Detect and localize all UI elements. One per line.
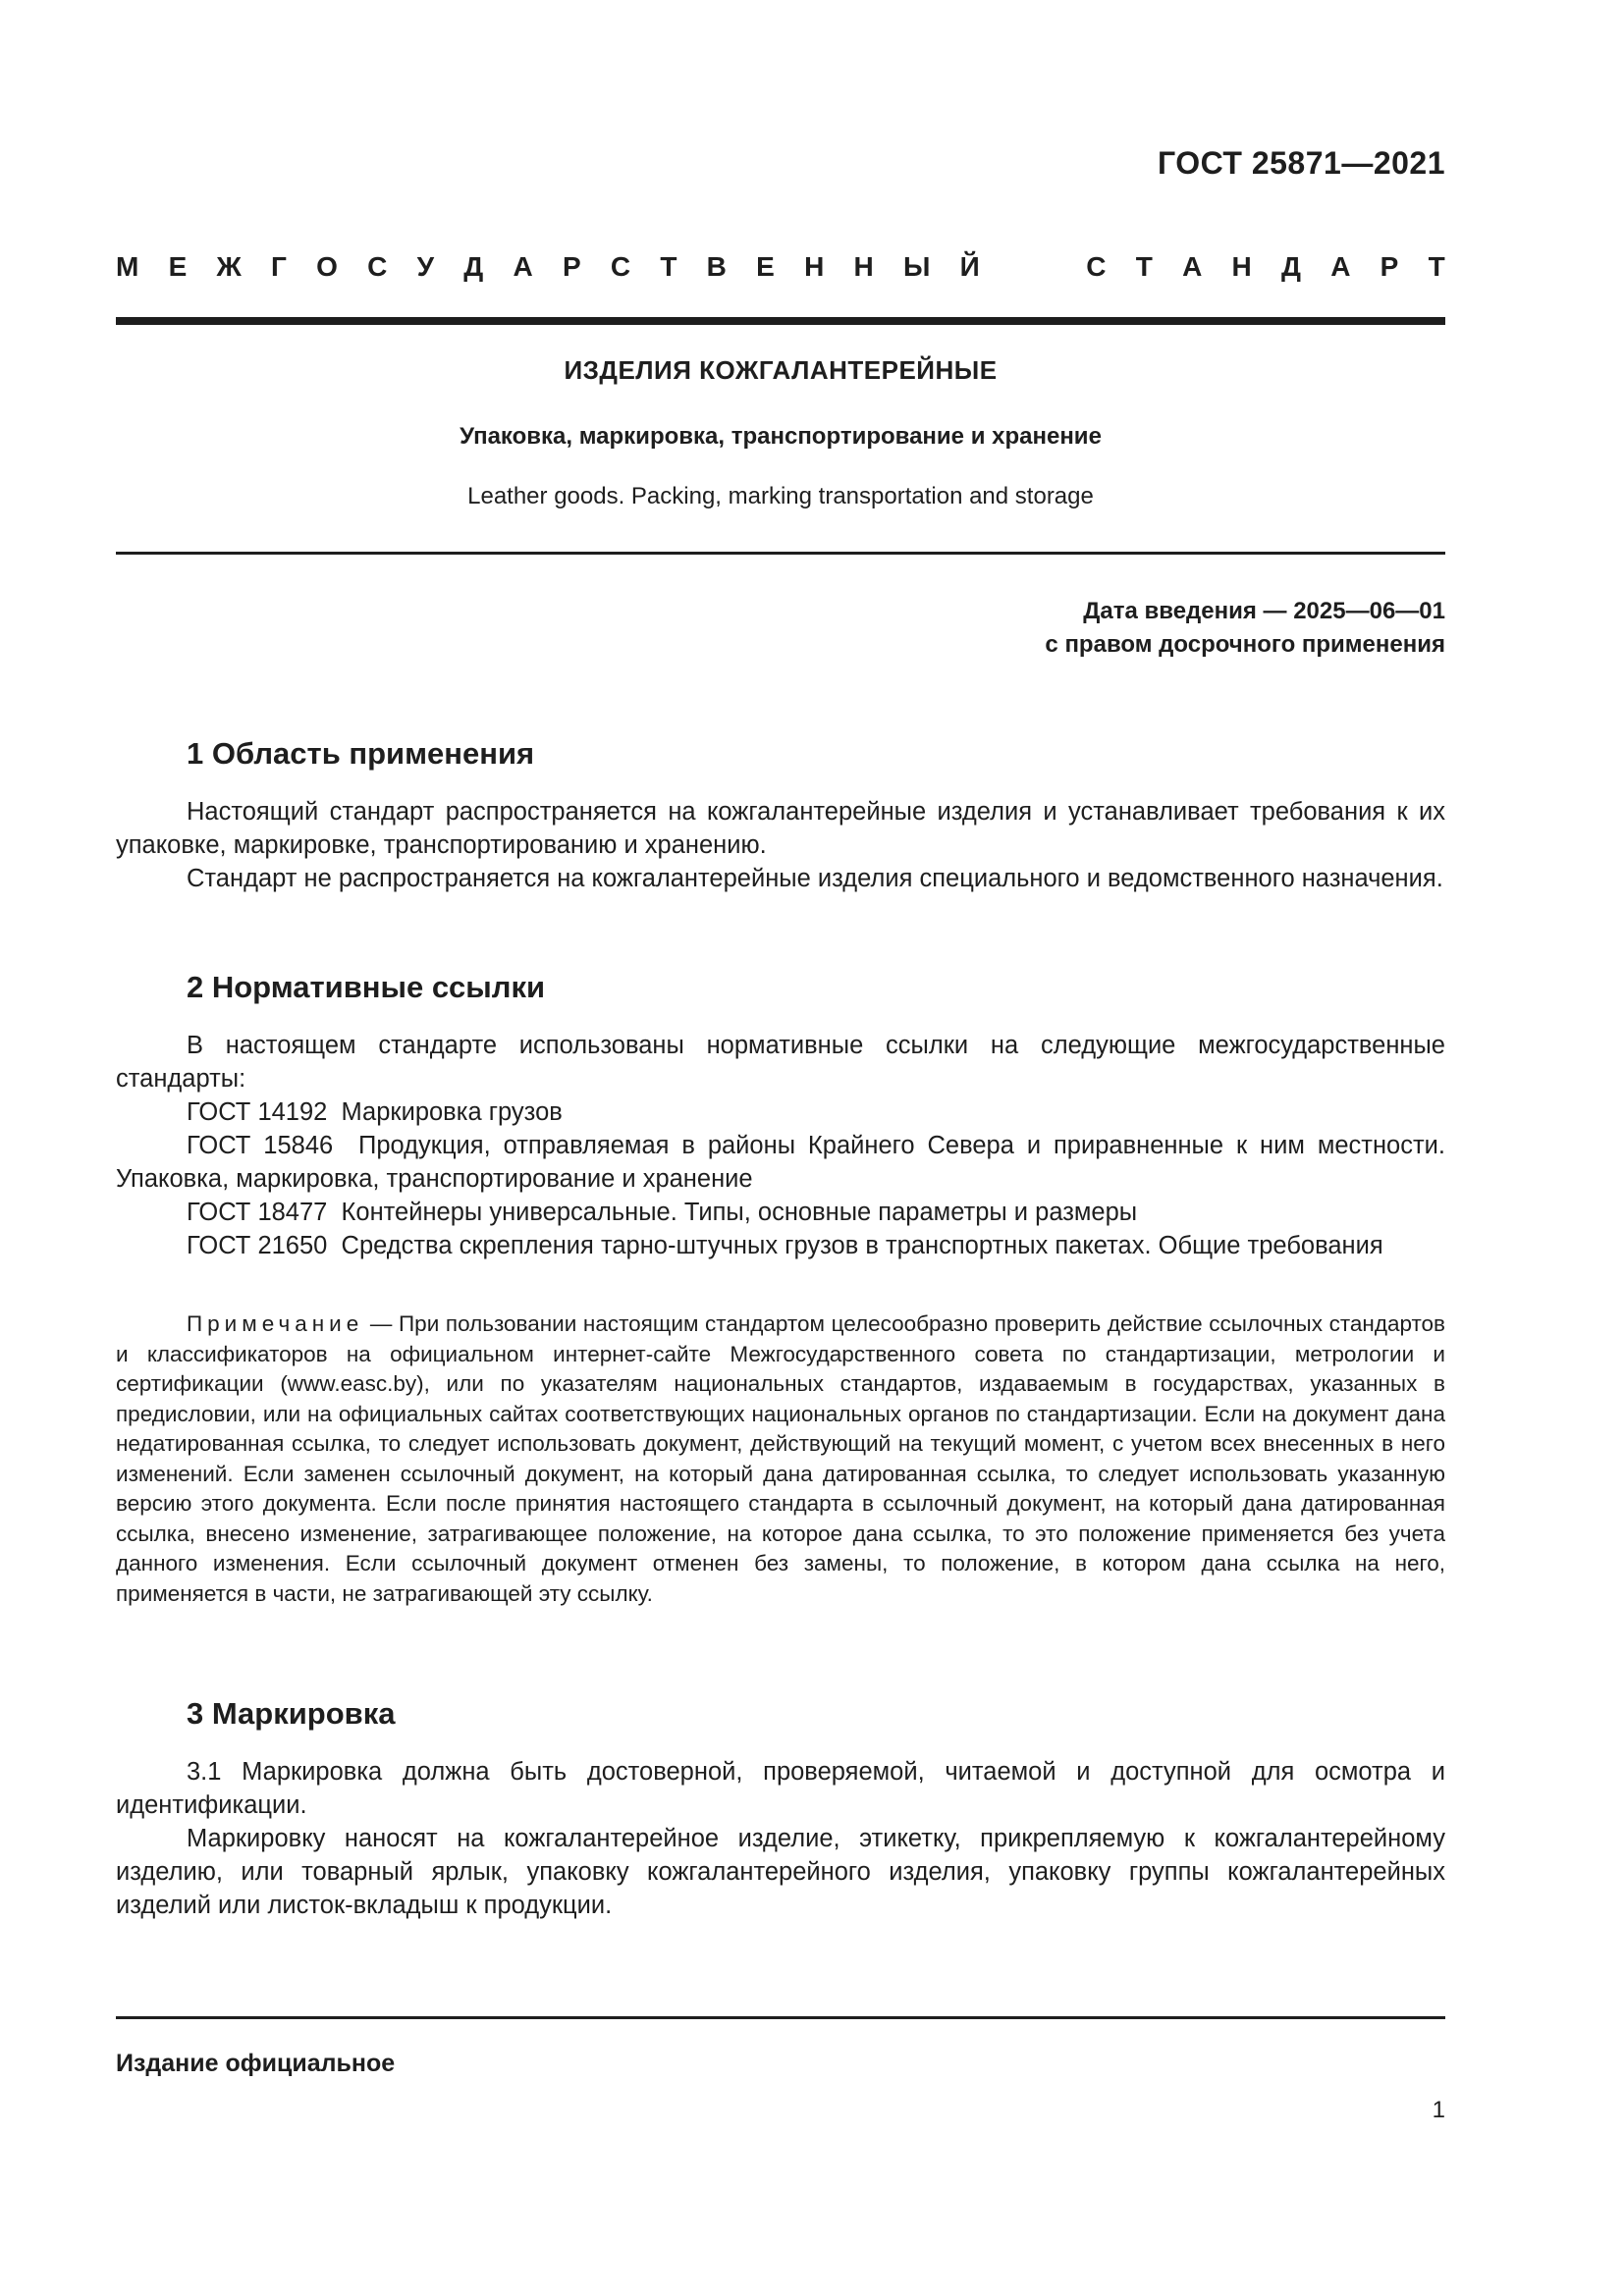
- reference-item: [116, 1229, 1445, 1262]
- reference-code: ГОСТ 18477: [187, 1199, 328, 1226]
- letter: С: [367, 251, 388, 282]
- letter: Н: [853, 251, 874, 282]
- letter: А: [513, 251, 533, 282]
- page-number: 1: [1432, 2097, 1445, 2123]
- letter: А: [1182, 251, 1203, 282]
- reference-code: ГОСТ 15846: [187, 1132, 334, 1159]
- letter: Н: [804, 251, 825, 282]
- section-2-intro: В настоящем стандарте использованы нормативные ссылки на следующие межгосударственные стандарты:: [116, 1032, 1445, 1093]
- document-title: ИЗДЕЛИЯ КОЖГАЛАНТЕРЕЙНЫЕ: [564, 355, 998, 385]
- reference-code: ГОСТ 14192: [187, 1098, 328, 1126]
- letter: Е: [756, 251, 775, 282]
- letter: Ы: [903, 251, 931, 282]
- reference-item: [116, 1129, 1445, 1196]
- word-gap: [1009, 251, 1056, 283]
- introduction-date: Дата введения — 2025—06—01: [1083, 598, 1445, 624]
- letter: Р: [562, 251, 581, 282]
- letter: Т: [1135, 251, 1153, 282]
- letter: М: [116, 251, 139, 282]
- introduction-date-block: [1045, 595, 1445, 662]
- letter: С: [610, 251, 631, 282]
- letter: Н: [1231, 251, 1252, 282]
- section-1-paragraph-1: Настоящий стандарт распространяется на кожгалантерейные изделия и устанавливает требования к их упаковке, маркировке, транспортированию и хранению.: [116, 798, 1445, 859]
- letter: Е: [168, 251, 188, 282]
- header-rule: [116, 317, 1445, 325]
- letter: Г: [271, 251, 287, 282]
- references-note: [116, 1309, 1445, 1609]
- reference-item: [116, 1095, 1445, 1129]
- document-number: ГОСТ 25871—2021: [1157, 145, 1445, 181]
- document-subtitle: Упаковка, маркировка, транспортирование и хранение: [460, 423, 1102, 450]
- official-edition-label: Издание официальное: [116, 2050, 396, 2077]
- reference-title: Средства скрепления тарно-штучных грузов в транспортных пакетах. Общие требования: [341, 1232, 1383, 1259]
- reference-title: Продукция, отправляемая в районы Крайнего Севера и приравненные к ним местности. Упаковка, маркировка, транспортирование и хранение: [116, 1132, 1445, 1193]
- section-3-paragraph-2: Маркировку наносят на кожгалантерейное изделие, этикетку, прикрепляемую к кожгалантерейному изделию, или товарный ярлык, упаковку кожгалантерейного изделия, упаковку группы кожгалантерейных изделий или листок-вкладыш к продукции.: [116, 1825, 1445, 1919]
- reference-code: ГОСТ 21650: [187, 1232, 328, 1259]
- section-3-paragraph-1: 3.1 Маркировка должна быть достоверной, проверяемой, читаемой и доступной для осмотра и идентификации.: [116, 1758, 1445, 1819]
- note-text: — При пользовании настоящим стандартом целесообразно проверить действие ссылочных стандартов и классификаторов на официальном интернет-сайте Межгосударственного совета по стандартизации, метрологии и сертификации (www.easc.by), или по указателям национальных стандартов, издаваемым в государствах, указанных в предисловии, или на официальных сайтах соответствующих национальных органов по стандартизации. Если на документ дана недатированная ссылка, то следует использовать документ, действующий на текущий момент, с учетом всех внесенных в него изменений. Если заменен ссылочный документ, на который дана датированная ссылка, то следует использовать указанную версию этого документа. Если после принятия настоящего стандарта в ссылочный документ, на который дана датированная ссылка, внесено изменение, затрагивающее положение, на которое дана ссылка, то это положение применяется без учета данного изменения. Если ссылочный документ отменен без замены, то положение, в котором дана ссылка на него, применяется в части, не затрагивающей эту ссылку.: [116, 1311, 1445, 1606]
- standard-kind-line: [116, 251, 1445, 283]
- letter: Д: [463, 251, 484, 282]
- section-2-heading: 2 Нормативные ссылки: [187, 970, 546, 1004]
- note-label: Примечание: [187, 1311, 364, 1336]
- letter: О: [316, 251, 338, 282]
- letter: А: [1330, 251, 1351, 282]
- title-rule: [116, 552, 1445, 555]
- letter: Т: [660, 251, 677, 282]
- letter: В: [706, 251, 727, 282]
- letter: Р: [1380, 251, 1399, 282]
- reference-item: [116, 1196, 1445, 1229]
- letter: У: [416, 251, 435, 282]
- section-1-heading: 1 Область применения: [187, 736, 535, 771]
- footer-rule: [116, 2016, 1445, 2019]
- document-title-english: Leather goods. Packing, marking transportation and storage: [467, 483, 1094, 509]
- letter: С: [1086, 251, 1107, 282]
- section-1-paragraph-2: Стандарт не распространяется на кожгалантерейные изделия специального и ведомственного назначения.: [187, 865, 1443, 892]
- reference-title: Маркировка грузов: [341, 1098, 563, 1126]
- section-3-heading: 3 Маркировка: [187, 1696, 396, 1731]
- letter: Ж: [216, 251, 242, 282]
- letter: Т: [1428, 251, 1445, 282]
- early-application-note: с правом досрочного применения: [1045, 631, 1445, 658]
- reference-title: Контейнеры универсальные. Типы, основные параметры и размеры: [341, 1199, 1138, 1226]
- letter: Д: [1281, 251, 1301, 282]
- letter: Й: [959, 251, 980, 282]
